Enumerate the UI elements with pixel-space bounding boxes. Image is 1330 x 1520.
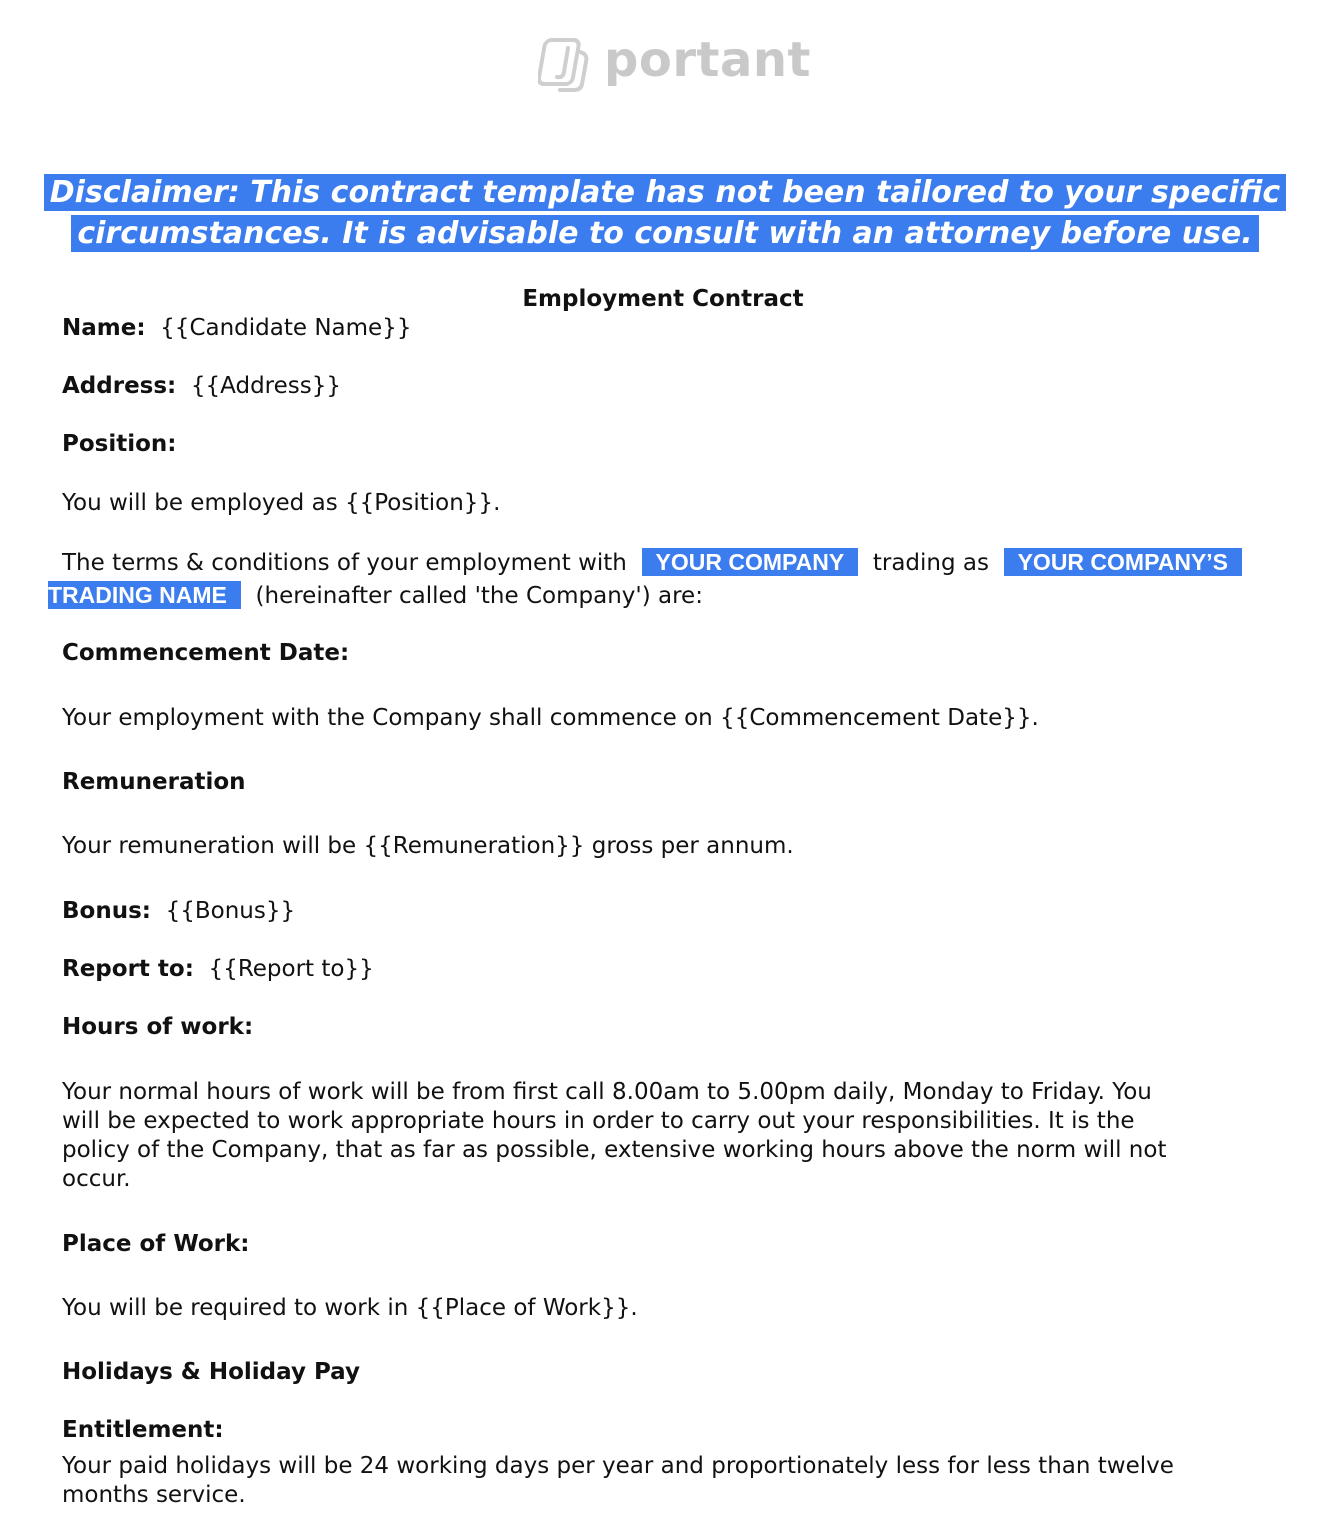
position-text: You will be employed as {{Position}}. (62, 490, 501, 516)
portant-logo-icon (538, 32, 596, 94)
terms-text-1: The terms & conditions of your employment with (62, 550, 627, 576)
hours-line-3: policy of the Company, that as far as possible, extensive working hours above the norm will not (62, 1137, 1167, 1163)
place-text: You will be required to work in {{Place of Work}}. (62, 1295, 638, 1321)
bonus-field (62, 897, 1262, 926)
company-placeholder-tag: YOUR COMPANY (642, 548, 859, 576)
hours-line-4: occur. (62, 1166, 131, 1192)
name-value: {{Candidate Name}} (160, 315, 412, 341)
report-to-value: {{Report to}} (208, 956, 374, 982)
hours-paragraph (62, 1078, 1262, 1194)
entitlement-line-2: months service. (62, 1482, 246, 1508)
document-title: Employment Contract (522, 286, 804, 312)
entitlement-line-1: Your paid holidays will be 24 working days per year and proportionately less for less than twelve (62, 1453, 1174, 1479)
bonus-label: Bonus: (62, 898, 151, 924)
trading-name-placeholder-tag (1004, 548, 1242, 576)
name-field (62, 314, 1262, 343)
disclaimer-line-2: circumstances. It is advisable to consult with an attorney before use. (71, 215, 1258, 252)
terms-text-3: (hereinafter called 'the Company') are: (255, 583, 703, 609)
trading-name-placeholder-tag-cont (48, 581, 241, 609)
address-label: Address: (62, 373, 177, 399)
hours-heading: Hours of work: (62, 1014, 254, 1040)
portant-logo (538, 30, 811, 96)
address-value: {{Address}} (190, 373, 342, 399)
remuneration-text: Your remuneration will be {{Remuneration}} gross per annum. (62, 833, 794, 859)
disclaimer-line-1: Disclaimer: This contract template has not been tailored to your specific (44, 174, 1286, 211)
entitlement-heading: Entitlement: (62, 1417, 224, 1443)
address-field (62, 372, 1262, 401)
hours-line-1: Your normal hours of work will be from first call 8.00am to 5.00pm daily, Monday to Friday. You (62, 1079, 1152, 1105)
terms-text-2: trading as (872, 550, 989, 576)
hours-line-2: will be expected to work appropriate hours in order to carry out your responsibilities. It is the (62, 1108, 1135, 1134)
report-to-field (62, 955, 1262, 984)
disclaimer-banner (0, 172, 1330, 254)
position-heading: Position: (62, 431, 177, 457)
trading-tag-line-2: TRADING NAME (48, 582, 227, 608)
remuneration-heading: Remuneration (62, 769, 246, 795)
commencement-heading: Commencement Date: (62, 640, 350, 666)
commencement-text: Your employment with the Company shall commence on {{Commencement Date}}. (62, 705, 1039, 731)
trading-tag-line-1: YOUR COMPANY’S (1017, 549, 1229, 575)
place-heading: Place of Work: (62, 1231, 250, 1257)
terms-paragraph (48, 546, 1252, 612)
holidays-heading: Holidays & Holiday Pay (62, 1359, 360, 1385)
name-label: Name: (62, 315, 146, 341)
entitlement-paragraph (62, 1452, 1262, 1510)
report-to-label: Report to: (62, 956, 194, 982)
logo-wordmark: portant (604, 32, 811, 88)
bonus-value: {{Bonus}} (165, 898, 296, 924)
